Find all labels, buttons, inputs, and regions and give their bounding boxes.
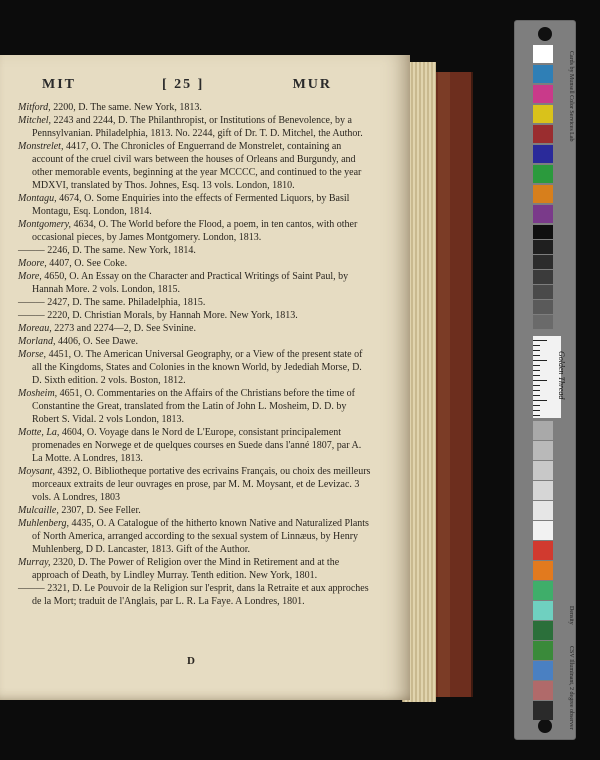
entry-name: Morland, (18, 336, 56, 347)
entry-text: 4407, O. See Coke. (46, 258, 128, 269)
entry-name: ——— (18, 310, 45, 321)
entry-name: ——— (18, 297, 45, 308)
entry-text: 2321, D. Le Pouvoir de la Religion sur l'esprit, dans la Retraite et aux approches de la Mort; traduit de l'Anglais, par L. R. La Faye. A Londres, 1801. (32, 583, 369, 607)
color-swatch (533, 461, 553, 480)
ruler-tick (533, 350, 540, 351)
entry-text: 2427, D. The same. Philadelphia, 1815. (44, 297, 206, 308)
card-density-label: Density (568, 606, 574, 625)
color-swatch (533, 561, 553, 580)
ruler-tick (533, 400, 547, 401)
entry-name: Mitford, (18, 102, 51, 113)
punch-hole-bottom (538, 719, 552, 733)
color-swatch (533, 581, 553, 600)
color-swatch (533, 105, 553, 123)
entry-text: 4417, O. The Chronicles of Enguerrand de Monstrelet, containing an account of the cruel civil wars between the houses of Orleans and Burgundy, and other memorable events, beginning at the year MCCCC, and continued to the year MDXVI, translated by Thos. Johnes, Esq. 13 vols. London, 1810. (32, 141, 362, 191)
color-swatch (533, 661, 553, 680)
catalogue-entry (18, 192, 374, 218)
entry-text: 4604, O. Voyage dans le Nord de L'Europe, consistant principalement promenades en Norwege et de quelques courses en Suede dans l'anné 1807, par A. La Motte. A Londres, 1813. (32, 427, 362, 464)
color-swatch (533, 601, 553, 620)
ruler-tick (533, 390, 540, 391)
ruler-tick (533, 380, 547, 381)
color-swatch (533, 641, 553, 660)
punch-hole-top (538, 27, 552, 41)
entry-text: 2307, D. See Feller. (58, 505, 141, 516)
entry-text: 4674, O. Some Enquiries into the effects of Fermented Liquors, by Basil Montagu, Esq. London, 1814. (32, 193, 350, 217)
catalogue-entry (18, 114, 374, 140)
gray-swatch (533, 240, 553, 254)
catalogue-entry (18, 517, 374, 556)
color-swatch (533, 45, 553, 63)
entry-text: 4392, O. Bibliotheque portative des ecrivains Français, ou choix des meilleurs morceaux extraits de leur ouvrages en prose, par M. M. Moysant, et de Levizac. 3 vols. A Londres, 1803 (32, 466, 371, 503)
gray-swatch (533, 270, 553, 284)
color-swatch (533, 125, 553, 143)
color-swatch (533, 481, 553, 500)
catalogue-entry (18, 218, 374, 244)
catalogue-entries (18, 101, 374, 608)
entry-name: Montagu, (18, 193, 57, 204)
entry-text: 2200, D. The same. New York, 1813. (50, 102, 202, 113)
ruler-tick (533, 355, 540, 356)
ruler-tick (533, 385, 540, 386)
ruler-tick (533, 375, 540, 376)
color-swatch (533, 65, 553, 83)
entry-name: Mitchel, (18, 115, 52, 126)
catalogue-entry (18, 322, 374, 335)
entry-text: 4435, O. A Catalogue of the hitherto known Native and Naturalized Plants of North America, arranged according to the sexual system of Linnæus, by Henry Muhlenberg, D D. Lancaster, 1813. Gift of the Author. (32, 518, 369, 555)
catalogue-entry (18, 309, 374, 322)
running-head (42, 77, 332, 97)
entry-name: Muhlenberg, (18, 518, 70, 529)
color-swatch (533, 701, 553, 720)
color-swatch (533, 621, 553, 640)
catalogue-entry (18, 348, 374, 387)
ruler-tick (533, 360, 547, 361)
color-swatch (533, 165, 553, 183)
cover-shadow (438, 72, 450, 697)
color-swatch (533, 501, 553, 520)
entry-text: 2220, D. Christian Morals, by Hannah More. New York, 1813. (44, 310, 298, 321)
color-swatch (533, 185, 553, 203)
entry-name: ——— (18, 583, 45, 594)
entry-text: 4651, O. Commentaries on the Affairs of the Christians before the time of Constantine the Great, translated from the Latin of John L. Mosheim, D. D. by Robert S. Vidal. 2 vols London, 1813. (32, 388, 355, 425)
entry-text: 2243 and 2244, D. The Philanthropist, or Institutions of Benevolence, by a Pennsylvanian. Philadelphia, 1813. No. 2244, gift of Dr. T. D. Mitchel, the Author. (32, 115, 363, 139)
color-swatch (533, 541, 553, 560)
entry-name: Moore, (18, 258, 47, 269)
page-number: [ 25 ] (162, 77, 205, 92)
gray-swatch (533, 225, 553, 239)
color-swatch (533, 205, 553, 223)
color-swatch (533, 441, 553, 460)
gray-swatch (533, 255, 553, 269)
color-swatch (533, 85, 553, 103)
color-target-card (514, 20, 576, 740)
catalogue-entry (18, 296, 374, 309)
entry-name: More, (18, 271, 42, 282)
catalogue-entry (18, 244, 374, 257)
gray-swatch (533, 315, 553, 329)
entry-name: Morse, (18, 349, 47, 360)
ruler-tick (533, 410, 540, 411)
ruler-tick (533, 395, 540, 396)
catalogue-entry (18, 426, 374, 465)
book-page (0, 55, 410, 700)
entry-name: Moysant, (18, 466, 55, 477)
gray-swatch (533, 300, 553, 314)
ruler-tick (533, 405, 540, 406)
entry-text: 4634, O. The World before the Flood, a poem, in ten cantos, with other occasional pieces, by James Montgomery. London, 1813. (32, 219, 358, 243)
entry-text: 4406, O. See Dawe. (55, 336, 138, 347)
ruler-tick (533, 365, 540, 366)
catalogue-entry (18, 556, 374, 582)
entry-text: 4451, O. The American Universal Geography, or a View of the present state of all the Kingdoms, States and Colonies in the known World, by Jedediah Morse, D. D. Sixth edition. 2 vols. Boston, 1812. (32, 349, 363, 386)
entry-name: Moreau, (18, 323, 52, 334)
color-swatch (533, 521, 553, 540)
running-head-left: MIT (42, 77, 76, 92)
catalogue-entry (18, 387, 374, 426)
entry-name: Murray, (18, 557, 51, 568)
golden-thread-label: Golden Thread (557, 351, 566, 400)
signature-mark: D (187, 655, 195, 667)
catalogue-entry (18, 140, 374, 192)
entry-text: 2273 and 2274—2, D. See Svinine. (51, 323, 196, 334)
ruler-tick (533, 415, 540, 416)
ruler-tick (533, 345, 540, 346)
entry-text: 2320, D. The Power of Religion over the Mind in Retirement and at the approach of Death, by Lindley Murray. Tenth edition. New York, 1801. (32, 557, 340, 581)
entry-name: Mulcaille, (18, 505, 59, 516)
catalogue-entry (18, 582, 374, 608)
entry-text: 4650, O. An Essay on the Character and Practical Writings of Saint Paul, by Hannah More. 2 vols. London, 1815. (32, 271, 349, 295)
catalogue-entry (18, 270, 374, 296)
color-swatch (533, 681, 553, 700)
ruler-tick (533, 370, 540, 371)
entry-name: Motte, La, (18, 427, 60, 438)
catalogue-entry (18, 257, 374, 270)
ruler-tick (533, 340, 547, 341)
catalogue-entry (18, 504, 374, 517)
entry-text: 2246, D. The same. New York, 1814. (44, 245, 196, 256)
entry-name: Monstrelet, (18, 141, 64, 152)
entry-name: Mosheim, (18, 388, 58, 399)
entry-name: ——— (18, 245, 45, 256)
entry-name: Montgomery, (18, 219, 72, 230)
color-swatch (533, 421, 553, 440)
card-illuminant-label: CSV Illuminant, 2 degree observer (568, 646, 574, 730)
running-head-right: MUR (292, 77, 332, 92)
catalogue-entry (18, 101, 374, 114)
catalogue-entry (18, 465, 374, 504)
color-swatch (533, 145, 553, 163)
card-maker-label: Cards by Munsell Color Services Lab (568, 51, 574, 142)
gray-swatch (533, 285, 553, 299)
catalogue-entry (18, 335, 374, 348)
